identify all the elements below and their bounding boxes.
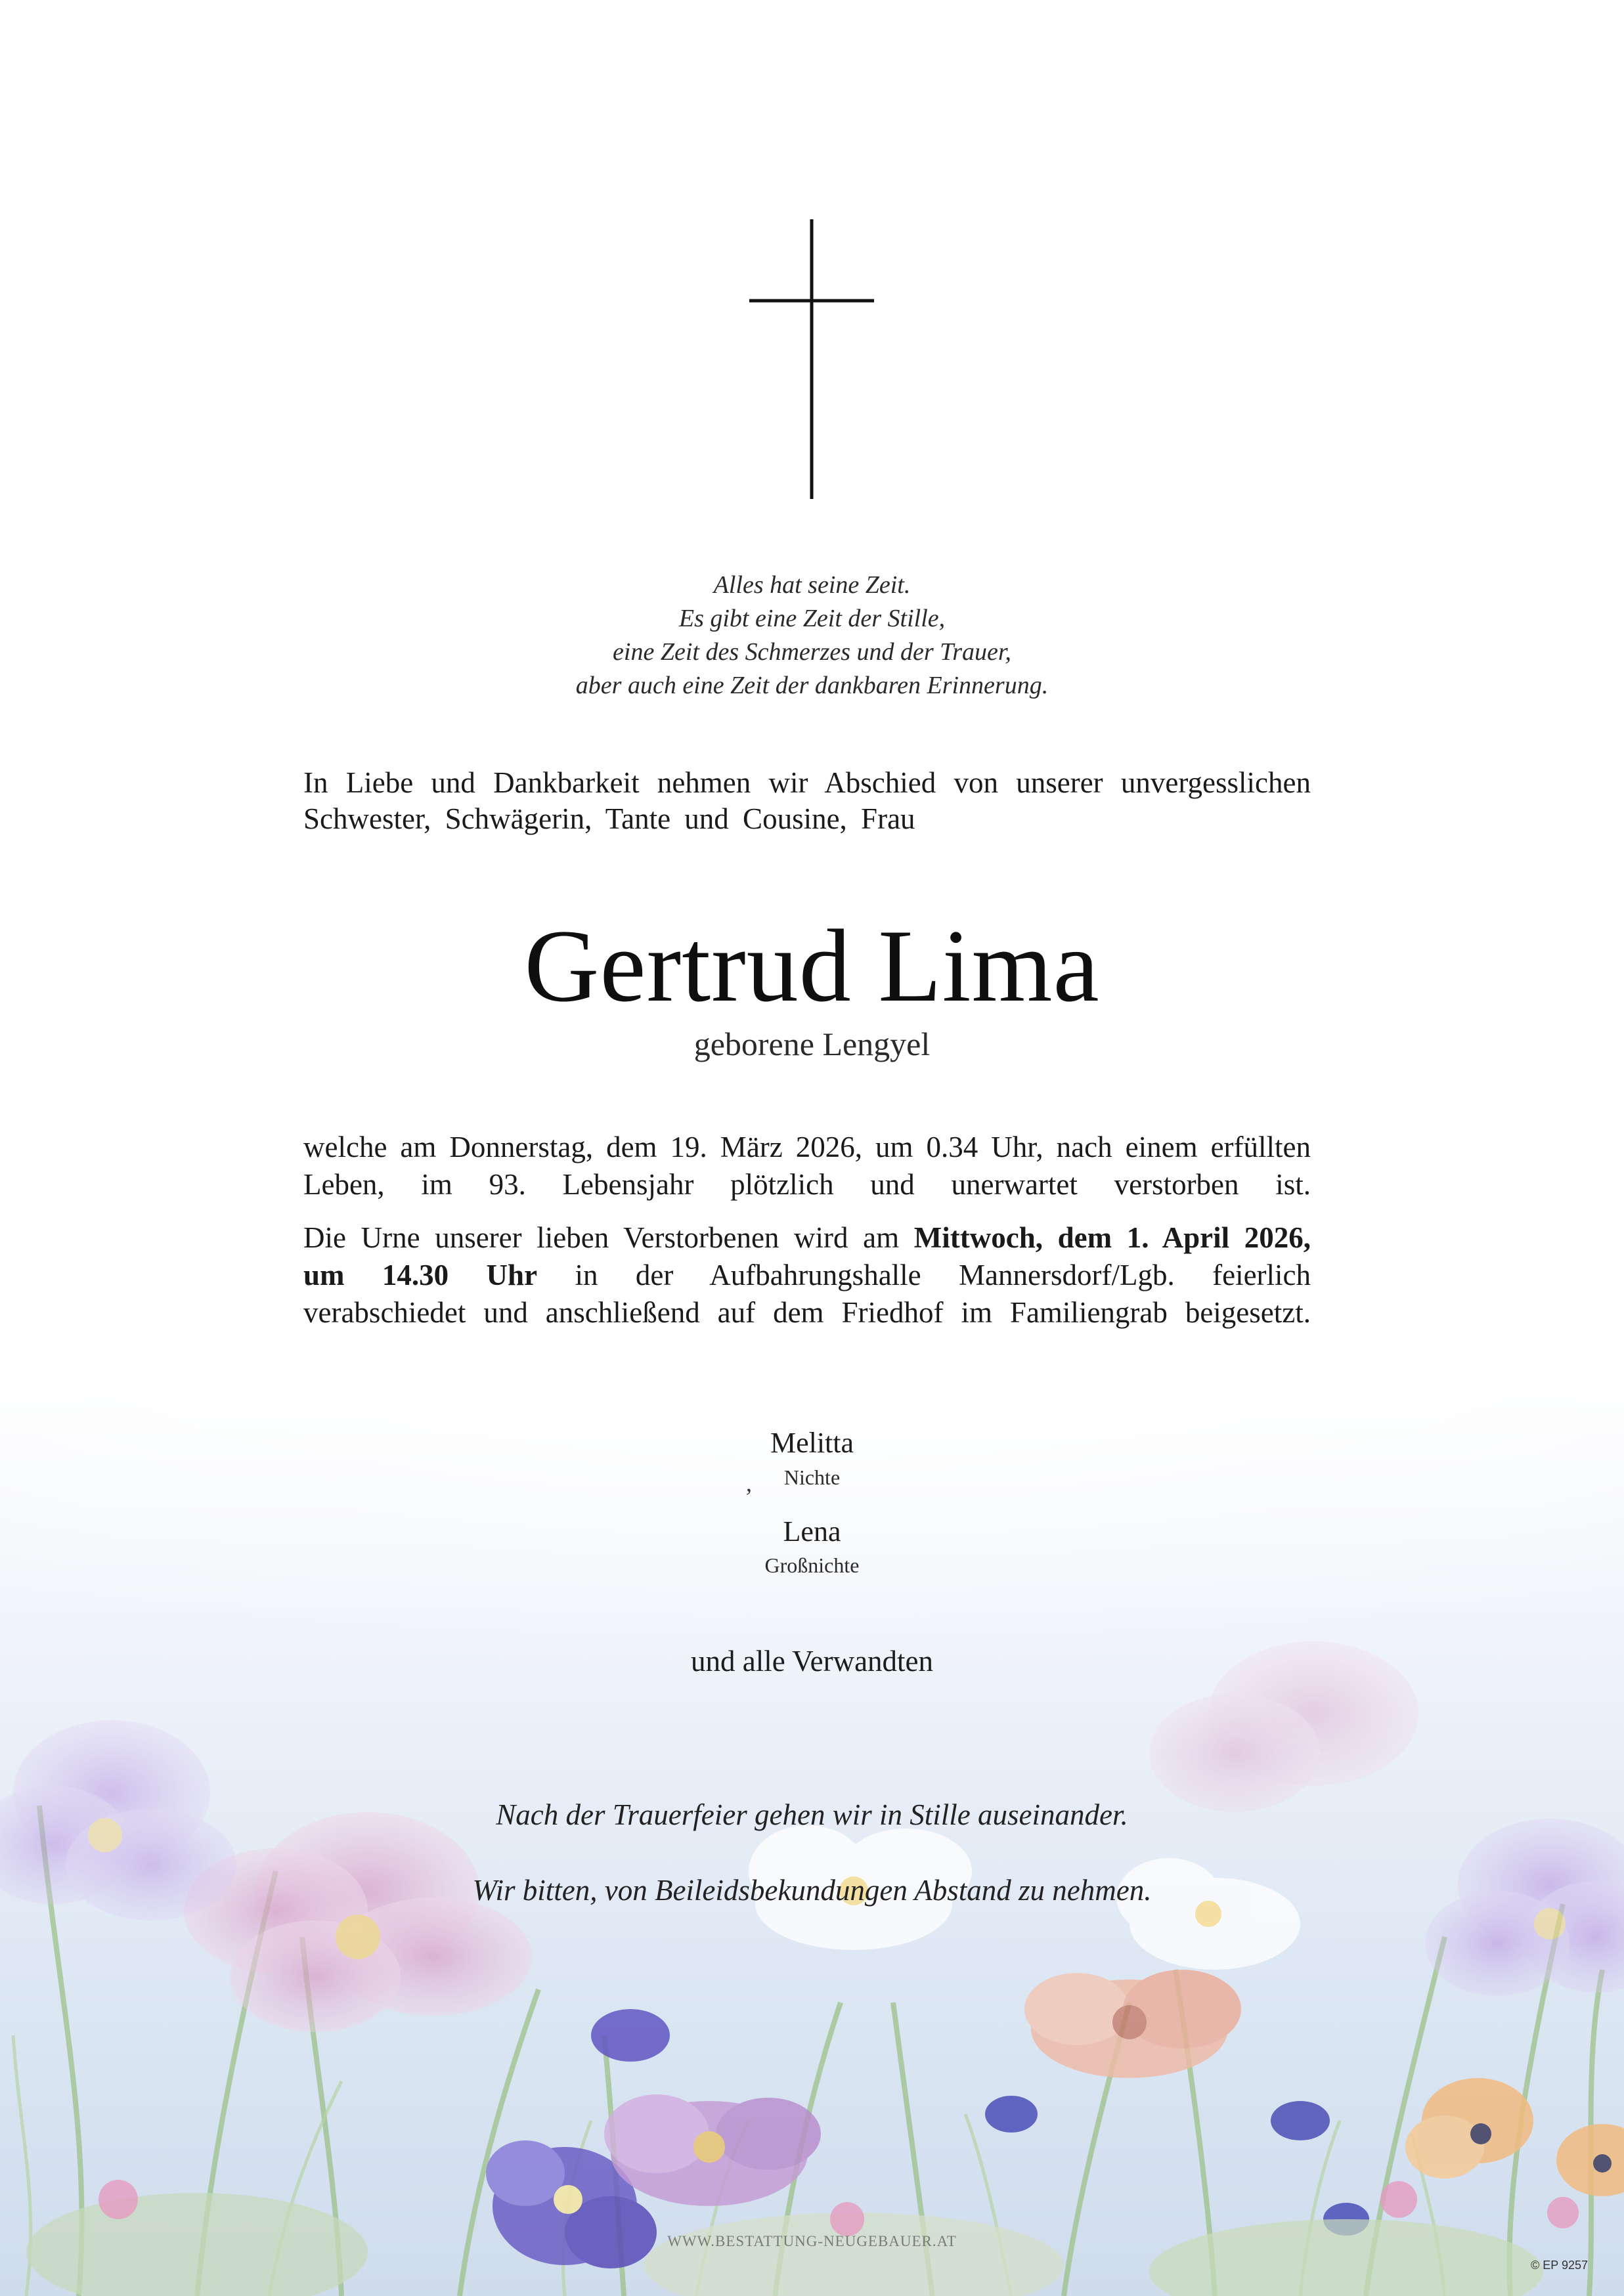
motto-line: Es gibt eine Zeit der Stille, (678, 605, 946, 632)
funeral-date: Mittwoch, dem 1. April 2026, (913, 1221, 1311, 1254)
farewell-intro (303, 765, 1311, 837)
funeral-text: Die Urne unserer lieben Verstorbenen wird am (303, 1221, 900, 1254)
motto-line: eine Zeit des Schmerzes und der Trauer, (613, 638, 1011, 666)
closing-line: Wir bitten, von Beileidsbekundungen Abstand zu nehmen. (472, 1874, 1152, 1907)
motto-verse (0, 569, 1624, 703)
motto-line: aber auch eine Zeit der dankbaren Erinnerung. (575, 672, 1049, 699)
intro-line: In Liebe und Dankbarkeit nehmen wir Abschied von unserer unvergesslichen (303, 766, 1311, 799)
funeral-line (303, 1257, 1311, 1294)
mourner-name: Lena (783, 1515, 841, 1548)
website-watermark: WWW.BESTATTUNG-NEUGEBAUER.AT (667, 2233, 957, 2249)
mourner-relation: Nichte (783, 1465, 841, 1489)
mourner-name: Melitta (770, 1427, 854, 1459)
death-notice-line: Leben, im 93. Lebensjahr plötzlich und unerwartet verstorben ist. (303, 1168, 1311, 1201)
motto-line: Alles hat seine Zeit. (713, 571, 911, 599)
deceased-name: Gertrud Lima (524, 909, 1100, 1024)
birth-name: geborene Lengyel (693, 1026, 931, 1062)
mourner-separator: , (746, 1470, 752, 1496)
death-notice-line: welche am Donnerstag, dem 19. März 2026, um 0.34 Uhr, nach einem erfüllten (303, 1131, 1311, 1163)
funeral-line (303, 1219, 1311, 1257)
death-notice (303, 1129, 1311, 1203)
funeral-line: verabschiedet und anschließend auf dem Friedhof im Familiengrab beigesetzt. (303, 1296, 1311, 1329)
mourner-relation: Großnichte (764, 1553, 860, 1577)
intro-line: Schwester, Schwägerin, Tante und Cousine, Frau (303, 802, 915, 835)
closing-line: Nach der Trauerfeier gehen wir in Stille auseinander. (496, 1798, 1128, 1831)
funeral-place: in der Aufbahrungshalle Mannersdorf/Lgb. feierlich (575, 1259, 1311, 1291)
print-code: © EP 9257 (1531, 2259, 1588, 2272)
funeral-time: um 14.30 Uhr (303, 1259, 538, 1291)
relatives-line: und alle Verwandten (690, 1645, 934, 1678)
funeral-info (303, 1219, 1311, 1332)
